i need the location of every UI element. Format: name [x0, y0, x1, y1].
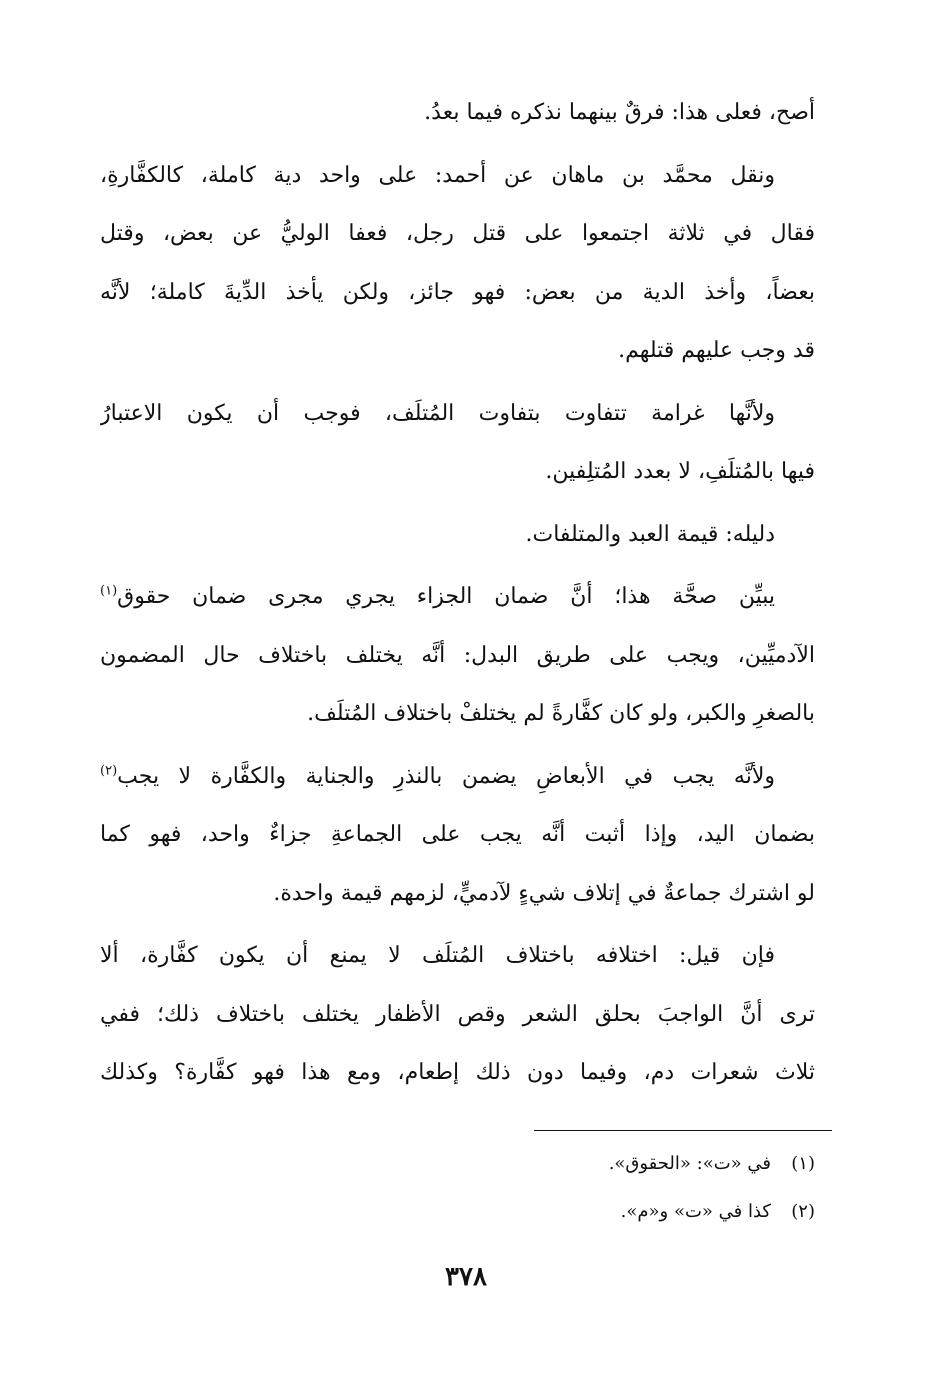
text-line: فقال في ثلاثة اجتمعوا على قتل رجل، فعفا الوليُّ عن بعض، وقتل — [100, 221, 815, 246]
text-line: قد وجب عليهم قتلهم. — [618, 338, 815, 363]
paragraph-6 — [100, 748, 815, 924]
footnote-item — [609, 1144, 815, 1192]
paragraph-1 — [100, 84, 815, 143]
text-line: ترى أنَّ الواجبَ بحلق الشعر وقص الأظفار يختلف باختلاف ذلك؛ ففي — [100, 1001, 815, 1027]
text-segment: يبيِّن صحَّة هذا؛ أنَّ ضمان الجزاء يجري مجرى ضمان حقوق — [117, 584, 775, 609]
paragraph-3 — [100, 385, 815, 502]
footnotes — [609, 1144, 815, 1240]
footnote-text: كذا في «ت» و«م». — [620, 1201, 771, 1222]
paragraph-7 — [100, 927, 815, 1103]
text-line: دليله: قيمة العبد والمتلفات. — [525, 521, 775, 547]
footnote-number: (١) — [791, 1153, 815, 1174]
text-segment: ولأنَّه يجب في الأبعاضِ يضمن بالنذرِ والجناية والكفَّارة لا يجب — [117, 763, 775, 789]
footnote-reference: (٢) — [100, 763, 118, 779]
paragraph-2 — [100, 147, 815, 381]
text-line — [100, 568, 815, 627]
text-line: لو اشترك جماعةٌ في إتلاف شيءٍ لآدميٍّ، لزمهم قيمة واحدة. — [273, 880, 815, 906]
footnote-item — [609, 1192, 815, 1240]
text-line: أصح، فعلى هذا: فرقٌ بينهما نذكره فيما بعدُ. — [424, 100, 815, 125]
text-line: بالصغرِ والكبر، ولو كان كفَّارةً لم يختلفْ باختلاف المُتلَف. — [307, 701, 815, 726]
text-line — [100, 748, 815, 807]
footnote-divider — [534, 1130, 832, 1131]
text-line: فإن قيل: اختلافه باختلاف المُتلَف لا يمنع أن يكون كفَّارة، ألا — [100, 943, 775, 968]
page-number: ٣٧٨ — [445, 1262, 487, 1292]
footnote-text: في «ت»: «الحقوق». — [608, 1153, 771, 1174]
footnote-number: (٢) — [791, 1201, 815, 1222]
text-line: الآدميِّين، ويجب على طريق البدل: أنَّه يختلف باختلاف حال المضمون — [100, 642, 815, 668]
text-line: بضمان اليد، وإذا أثبت أنَّه يجب على الجماعةِ جزاءٌ واحد، فهو كما — [100, 822, 815, 847]
text-line: ثلاث شعرات دم، وفيما دون ذلك إطعام، ومع هذا فهو كفَّارة؟ وكذلك — [100, 1060, 815, 1085]
footnote-reference: (١) — [100, 583, 118, 599]
page-body — [100, 84, 815, 1284]
paragraph-4 — [100, 506, 815, 565]
paragraph-5 — [100, 568, 815, 744]
text-line: بعضاً، وأخذ الدية من بعض: فهو جائز، ولكن يأخذ الدِّيةَ كاملة؛ لأنَّه — [100, 279, 815, 305]
text-line: ونقل محمَّد بن ماهان عن أحمد: على واحد دية كاملة، كالكفَّارةِ، — [100, 162, 775, 188]
text-line: فيها بالمُتلَفِ، لا بعدد المُتلِفين. — [545, 459, 815, 484]
text-line: ولأنَّها غرامة تتفاوت بتفاوت المُتلَف، فوجب أن يكون الاعتبارُ — [100, 400, 775, 426]
